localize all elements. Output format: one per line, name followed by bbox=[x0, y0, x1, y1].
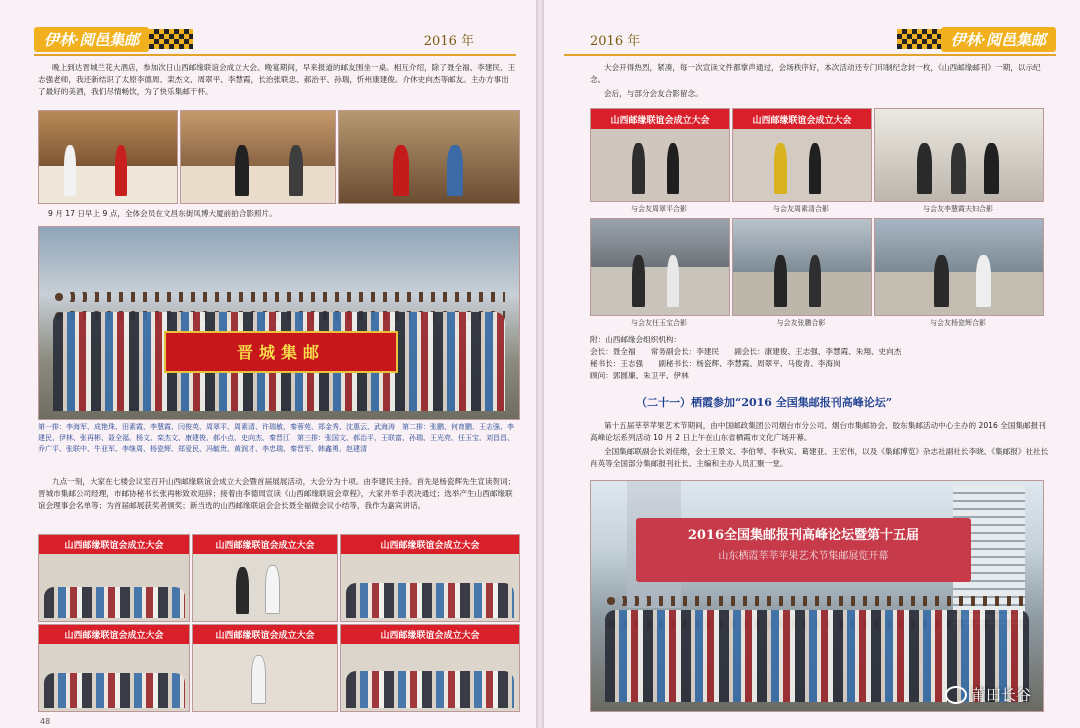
right-page bbox=[544, 0, 1080, 728]
pair-photo-1: 山西邮缘联谊会成立大会 bbox=[590, 108, 730, 202]
watermark-text: 莆田长谷 bbox=[970, 686, 1031, 704]
watermark bbox=[945, 684, 1031, 705]
org-line-2: 秘书长：王志强 副秘书长：杨瓷辉、李慧霞、周翠平、马俊青、李海岗 bbox=[590, 359, 841, 368]
forum-banner-line-2: 山东栖霞莘莘苹果艺术节集邮展览开幕 bbox=[718, 550, 889, 562]
pair-caption-5: 与会友张鹏合影 bbox=[776, 319, 826, 327]
year-label-right: 2016 年 bbox=[590, 33, 641, 49]
meeting-photo-3: 山西邮缘联谊会成立大会 bbox=[340, 534, 520, 622]
right-paragraph-2: 第十五届莘莘苹果艺术节期间，由中国邮政集团公司烟台市分公司、烟台市集邮协会、胶东集邮活动中心主办的 2016 全国集邮报刊高峰论坛系列活动 10 月 2 日上午在山东省栖霞市文化广场开幕。 bbox=[590, 421, 1046, 442]
forum-group-photo bbox=[590, 480, 1044, 712]
group-photo bbox=[38, 226, 520, 420]
forum-banner bbox=[636, 518, 970, 582]
photo-dinner-1 bbox=[38, 110, 178, 204]
org-line-1: 会长：聂全福 常务副会长：李建民 副会长：康建俊、王志强、李慧霞、朱翔、史向杰 bbox=[590, 347, 902, 356]
left-paragraph-2: 九点一刻，大家在七楼会议室召开山西邮缘联谊会成立大会暨首届展展活动，大会分为十项。由李建民主持。首先是杨瓷辉先生宣读贺词；晋城市集邮公司经理，市邮协秘书长张再彬致欢迎辞；接着由李德周宣读《山西邮缘联谊会章程》，大家并举手表决通过；选举产生山西邮缘联谊会理事会名单等；为首届邮展获奖者颁奖；新当选的山西邮缘联谊会会长聂全福做会议小结等，我作为嘉宾讲话。 bbox=[38, 477, 516, 510]
checker-pattern-right bbox=[897, 29, 941, 49]
pair-photo-6 bbox=[874, 218, 1044, 316]
forum-banner-line-1: 2016全国集邮报刊高峰论坛暨第十五届 bbox=[687, 527, 920, 543]
left-page bbox=[0, 0, 536, 728]
pair-caption-4: 与会友任玉宝合影 bbox=[631, 319, 687, 327]
photo-dinner-2 bbox=[180, 110, 336, 204]
brand-logo-right: 伊林·阅邑集邮 bbox=[941, 27, 1056, 52]
org-title: 附：山西邮缘会组织机构： bbox=[590, 335, 682, 344]
org-line-3: 顾问：郭圆廉、朱卫平、伊林 bbox=[590, 371, 689, 380]
meeting-photo-5: 山西邮缘联谊会成立大会 bbox=[192, 624, 338, 712]
member-names: 第一排：李海军、成艳珠、田素霞、李慧霞、闫俊英、周翠平、周素清、许瑞敏、秦蓉苑、郑金秀、沈惠云、武海涛 第二排：张鹏、何育鹏、王志强、李建民、伊林、张再彬、聂全福、杨文、栾杰文、康建俊、郝小点、史向杰、秦晋江 第三排：张国文、郝治平、王联富、孙瑞、王光亮、任玉宝、刘昌昌、乔广平、张联中、牛亚军、李继周、杨瓷辉、郑爱民、冯毓贵、黄润才、李忠瑞、秦晋军、韩鑫勇、赵建清 bbox=[38, 423, 514, 453]
group-photo-caption: 9 月 17 日早上 9 点，全体会员在文昌东街凤博大厦前拍合影照片。 bbox=[48, 209, 277, 218]
pair-photo-5 bbox=[732, 218, 872, 316]
meeting-photo-6: 山西邮缘联谊会成立大会 bbox=[340, 624, 520, 712]
header-rule-left bbox=[34, 54, 516, 56]
left-year-wrap bbox=[424, 26, 474, 52]
pair-caption-3: 与会友李慧霞夫妇合影 bbox=[923, 205, 993, 213]
wechat-icon bbox=[945, 686, 967, 704]
right-header bbox=[897, 26, 1056, 52]
pair-caption-1: 与会友周翠平合影 bbox=[631, 205, 687, 213]
spine-gutter bbox=[536, 0, 544, 728]
right-year-wrap bbox=[590, 26, 640, 52]
pair-photo-3 bbox=[874, 108, 1044, 202]
right-paragraph-1: 大会开得热烈，紧凑，每一次宣读文件都掌声通过，会场秩序好，本次活动还专门印制纪念封一枚，《山西邮缘邮刊》一期，以示纪念。 bbox=[590, 63, 1041, 84]
checker-pattern-left bbox=[149, 29, 193, 49]
brand-logo-left: 伊林·阅邑集邮 bbox=[34, 27, 149, 52]
left-header bbox=[34, 26, 193, 52]
left-paragraph-1: 晚上到达晋城兰花大酒店，参加次日山西邮缘联谊会成立大会。晚宴期间，早来报道的邮友围坐一桌。相互介绍，除了聂全福、李建民、王志强老师，我还新结识了太原李德周、栾杰文、周翠平、李慧霞，长治张联忠、郝治平、孙瑞，忻州康建俊。介休史向杰等邮友。主办方事出了最好的美酒，我们尽情畅饮，为了快乐集邮干杯。 bbox=[38, 63, 516, 96]
pair-caption-2: 与会友周素清合影 bbox=[773, 205, 829, 213]
right-paragraph-1b: 会后，与部分会友合影留念。 bbox=[604, 89, 703, 98]
meeting-photo-2: 山西邮缘联谊会成立大会 bbox=[192, 534, 338, 622]
pair-photo-4 bbox=[590, 218, 730, 316]
meeting-photo-4: 山西邮缘联谊会成立大会 bbox=[38, 624, 190, 712]
pair-photo-2: 山西邮缘联谊会成立大会 bbox=[732, 108, 872, 202]
section-heading: （二十一）栖霞参加“2016 全国集邮报刊高峰论坛” bbox=[636, 396, 893, 409]
pair-caption-6: 与会友杨瓷辉合影 bbox=[930, 319, 986, 327]
header-rule-right bbox=[564, 54, 1056, 56]
year-label-left: 2016 年 bbox=[423, 33, 474, 49]
photo-dinner-3 bbox=[338, 110, 520, 204]
meeting-photo-1: 山西邮缘联谊会成立大会 bbox=[38, 534, 190, 622]
right-paragraph-3: 全国集邮联副会长刘佳维，会士王景文、李伯琴、李秋实、葛建亚、王宏伟，以及《集邮博览》杂志社副社长李晓、《集邮报》社社长肖英等全国部分集邮报刊社长、主编和主办人员汇聚一堂。 bbox=[590, 447, 1049, 468]
page-number: 48 bbox=[40, 717, 51, 726]
jincheng-banner: 晋城集邮 bbox=[164, 331, 398, 373]
